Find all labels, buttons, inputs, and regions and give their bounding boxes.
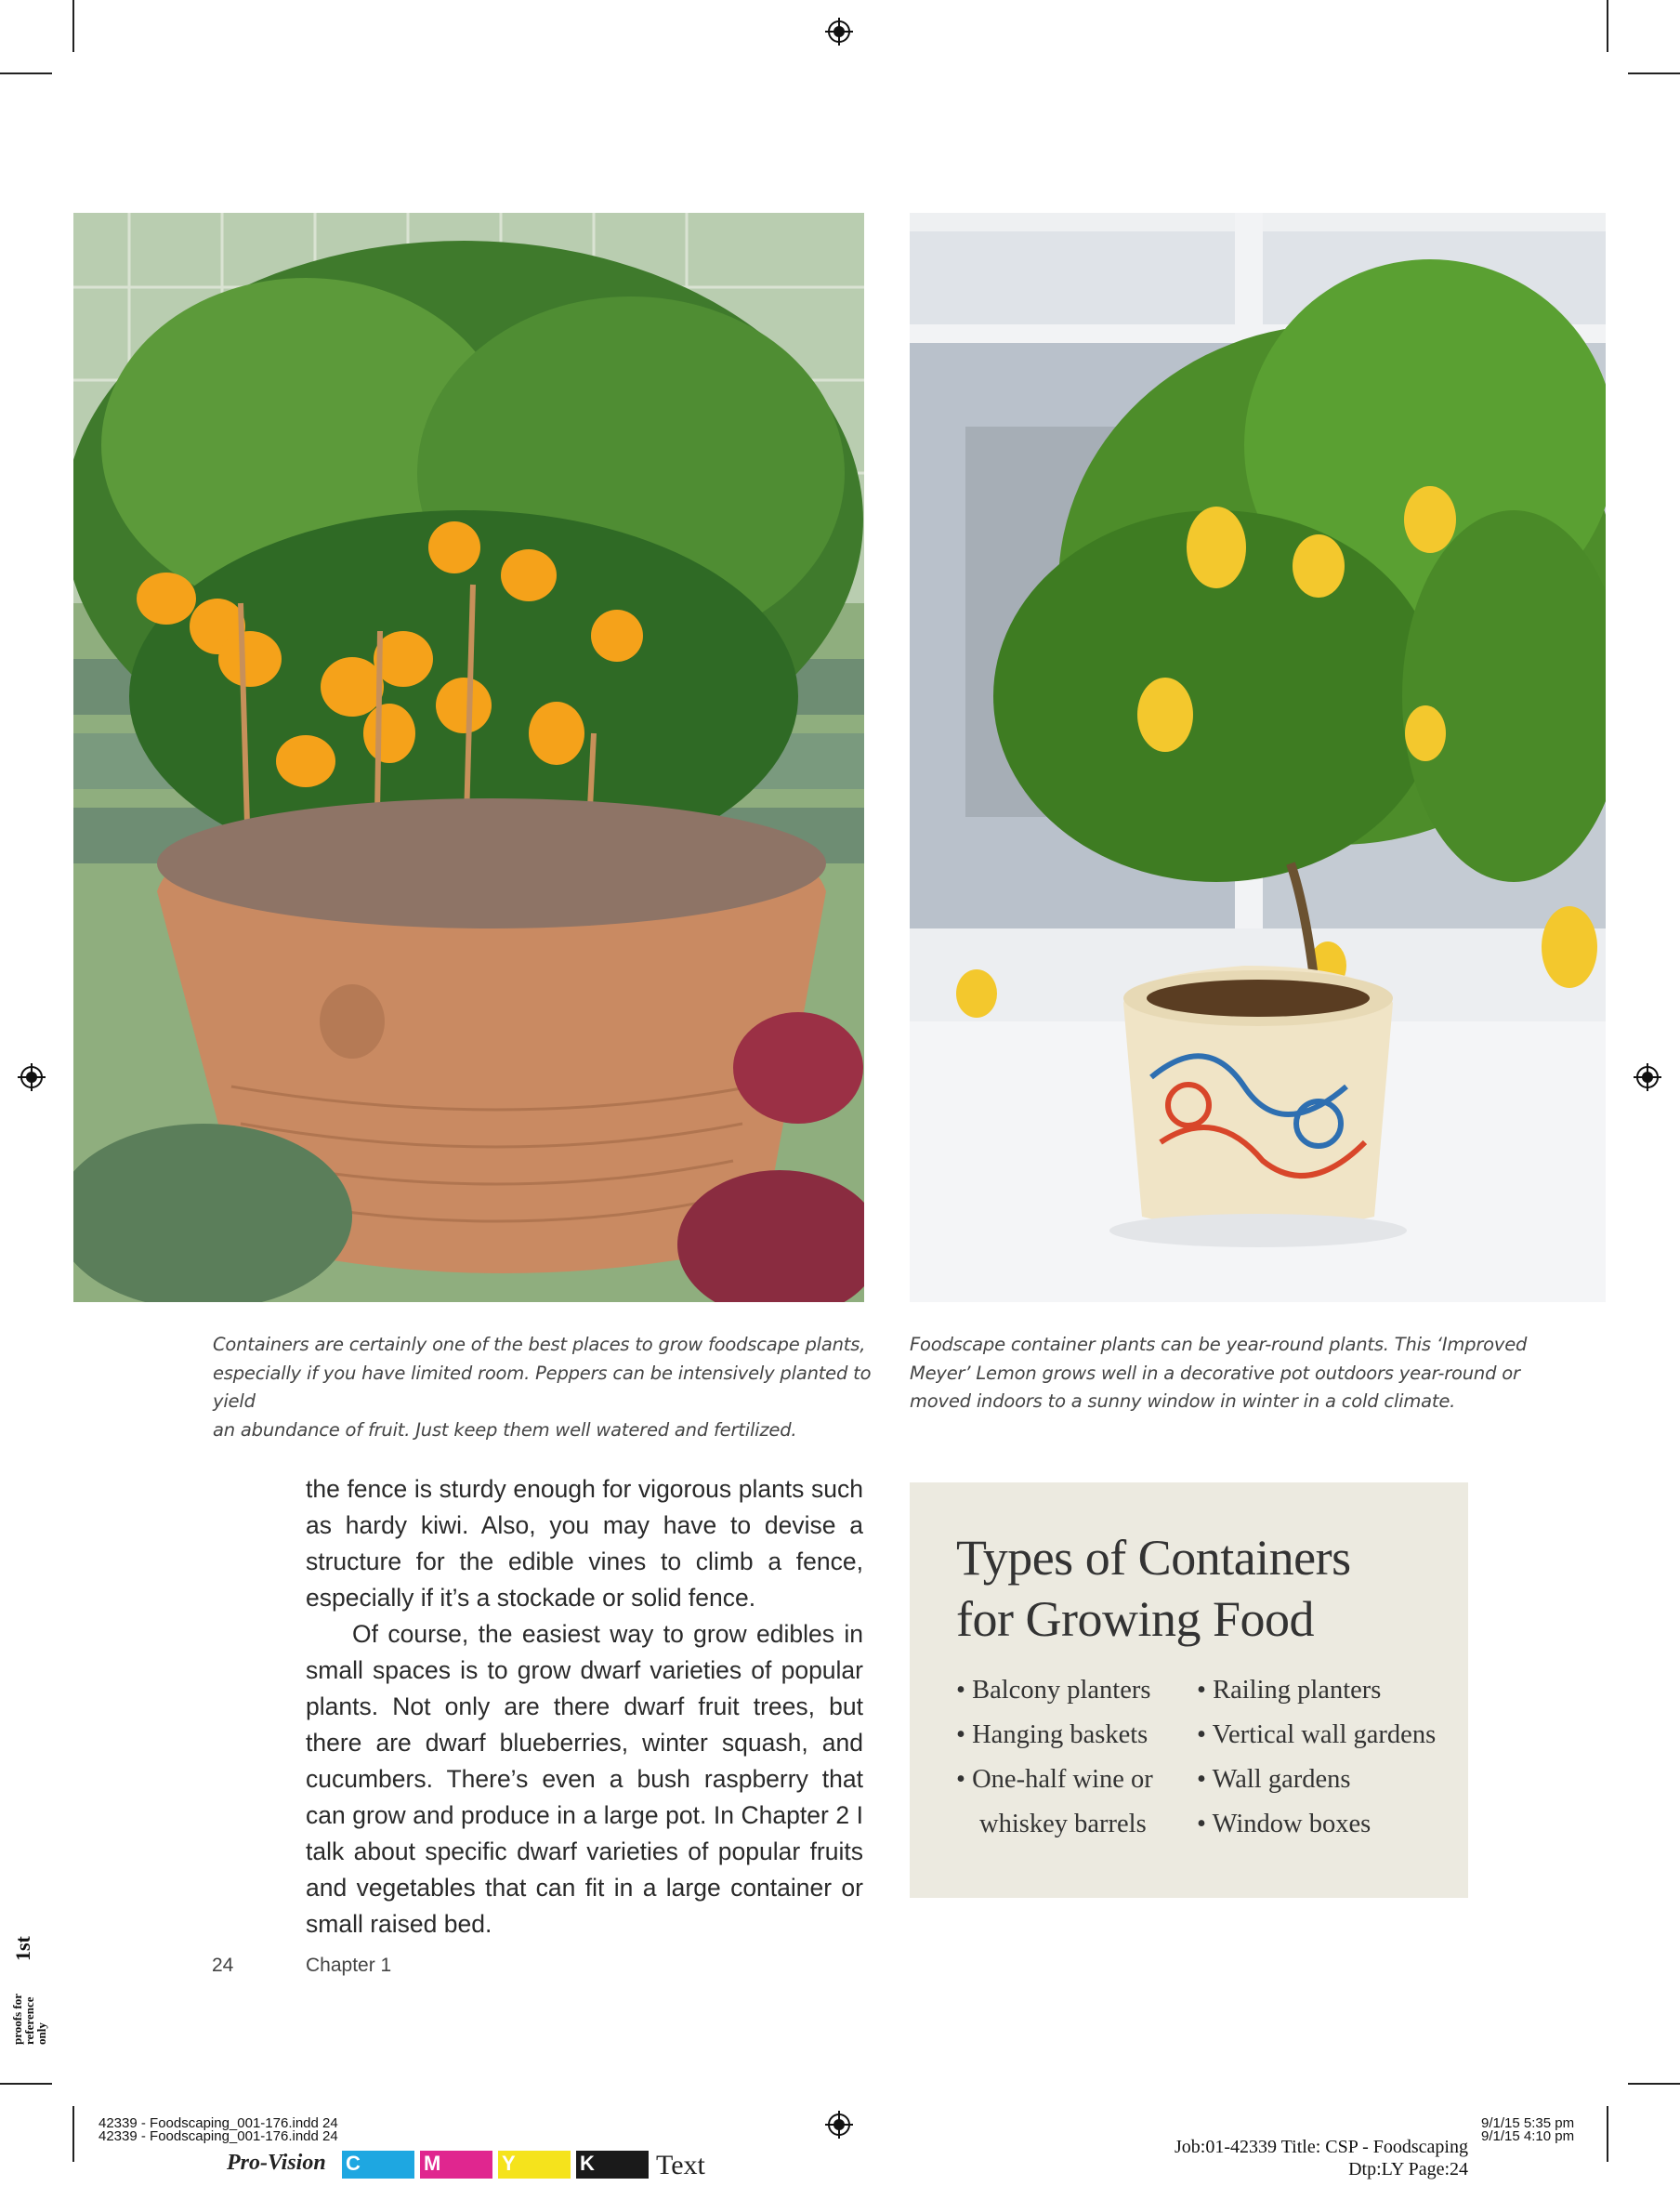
proof-note bbox=[11, 1994, 47, 2045]
list-item: • Wall gardens bbox=[1197, 1765, 1351, 1794]
list-item: • One-half wine or bbox=[956, 1765, 1153, 1794]
body-text bbox=[306, 1471, 863, 1942]
proof-stamp-1st: 1st bbox=[11, 1936, 34, 1961]
date-line: 9/1/15 4:10 pm bbox=[1481, 2128, 1575, 2144]
list-item: • Hanging baskets bbox=[956, 1720, 1148, 1749]
job-info bbox=[1022, 2136, 1468, 2180]
crop-mark bbox=[1628, 72, 1680, 74]
slug-line: 42339 - Foodscaping_001-176.indd 24 bbox=[98, 2115, 338, 2131]
running-footer-chapter: Chapter 1 bbox=[306, 1955, 392, 1976]
sidebar-title-line: for Growing Food bbox=[956, 1591, 1314, 1647]
text-plate-label: Text bbox=[656, 2150, 705, 2180]
body-paragraph: the fence is sturdy enough for vigorous plants such as hardy kiwi. Also, you may have to devise a structure for the edible vines to climb a fence, especially if it’s a stockade or solid fence. bbox=[306, 1475, 863, 1612]
job-line: Dtp:LY Page:24 bbox=[1348, 2159, 1468, 2179]
container-types-sidebar bbox=[910, 1482, 1468, 1898]
pepper-container-photo bbox=[73, 213, 864, 1302]
list-item: • Window boxes bbox=[1197, 1810, 1372, 1838]
crop-mark bbox=[72, 0, 74, 52]
proof-note-line: only bbox=[34, 2022, 48, 2045]
caption-line: Foodscape container plants can be year-round plants. This ‘Improved bbox=[910, 1334, 1528, 1355]
black-swatch bbox=[576, 2151, 649, 2179]
list-item-continuation: whiskey barrels bbox=[979, 1810, 1147, 1838]
magenta-swatch bbox=[420, 2151, 492, 2179]
registration-mark-icon bbox=[18, 1063, 46, 1091]
lemon-photo-caption bbox=[910, 1331, 1579, 1416]
crop-mark bbox=[72, 2106, 74, 2162]
proof-note-line: proofs for bbox=[10, 1993, 24, 2045]
caption-line: Meyer’ Lemon grows well in a decorative pot outdoors year-round or bbox=[910, 1362, 1520, 1384]
cyan-swatch bbox=[342, 2151, 414, 2179]
crop-mark bbox=[1607, 0, 1608, 52]
caption-line: moved indoors to a sunny window in winter in a cold climate. bbox=[910, 1390, 1456, 1412]
swatch-label: K bbox=[580, 2152, 595, 2175]
job-line: Job:01-42339 Title: CSP - Foodscaping bbox=[1175, 2137, 1468, 2157]
list-item: • Railing planters bbox=[1197, 1676, 1382, 1705]
date-line: 9/1/15 5:35 pm bbox=[1481, 2115, 1575, 2131]
slug-line: 42339 - Foodscaping_001-176.indd 24 bbox=[98, 2128, 338, 2144]
sidebar-title bbox=[956, 1527, 1439, 1650]
crop-mark bbox=[0, 72, 52, 74]
swatch-label: Y bbox=[502, 2152, 516, 2175]
page-number: 24 bbox=[212, 1955, 234, 1976]
proof-note-line: reference bbox=[22, 1996, 36, 2045]
registration-mark-icon bbox=[825, 2111, 853, 2139]
pro-vision-logo: Pro-Vision bbox=[227, 2151, 326, 2175]
registration-mark-icon bbox=[825, 18, 853, 46]
list-item: • Balcony planters bbox=[956, 1676, 1151, 1705]
yellow-swatch bbox=[498, 2151, 571, 2179]
caption-line: especially if you have limited room. Peppers can be intensively planted to yield bbox=[213, 1362, 872, 1412]
caption-line: an abundance of fruit. Just keep them well watered and fertilized. bbox=[213, 1418, 797, 1441]
list-item: • Vertical wall gardens bbox=[1197, 1720, 1437, 1749]
registration-mark-icon bbox=[1634, 1063, 1661, 1091]
swatch-label: C bbox=[346, 2152, 361, 2175]
body-paragraph: Of course, the easiest way to grow edibles in small spaces is to grow dwarf varieties of popular plants. Not only are there dwarf fruit trees, but there are dwarf blueberries, winter squash, and cucumbers. There’s even a bush raspberry that can grow and produce in a large pot. In Chapter 2 I talk about specific dwarf varieties of popular fruits and vegetables that can fit in a large container or small raised bed. bbox=[306, 1620, 863, 1938]
crop-mark bbox=[1607, 2106, 1608, 2162]
crop-mark bbox=[0, 2083, 52, 2085]
sidebar-title-line: Types of Containers bbox=[956, 1530, 1351, 1586]
crop-mark bbox=[1628, 2083, 1680, 2085]
caption-line: Containers are certainly one of the best places to grow foodscape plants, bbox=[213, 1334, 866, 1355]
container-list-column bbox=[956, 1668, 1153, 1847]
pepper-photo-caption bbox=[213, 1331, 873, 1444]
container-list-column bbox=[1197, 1668, 1436, 1847]
lemon-tree-photo bbox=[910, 213, 1606, 1302]
swatch-label: M bbox=[424, 2152, 441, 2175]
